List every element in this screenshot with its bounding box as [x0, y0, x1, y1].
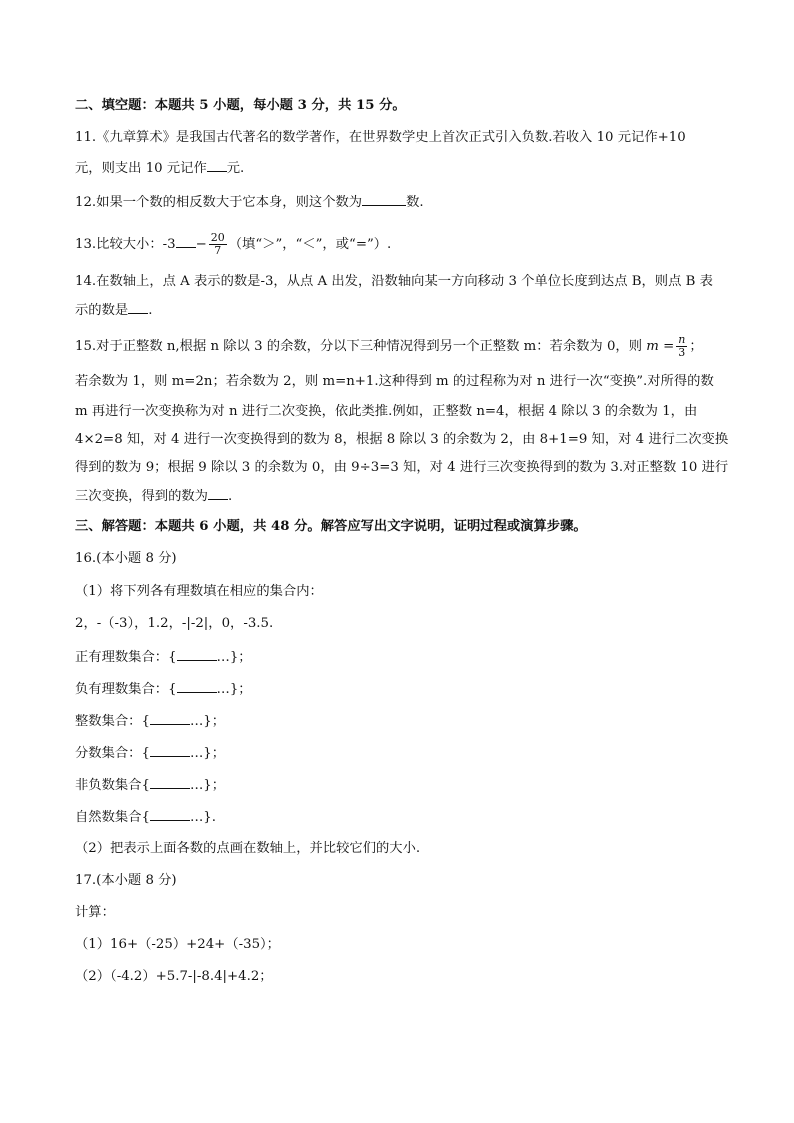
set-tail: …}； [216, 682, 252, 697]
q15-line5: 得到的数为 9；根据 9 除以 3 的余数为 0，由 9÷3=3 知，对 4 进行三次变换得到的数为 3.对正整数 10 进行 [75, 460, 729, 475]
q12-line [75, 192, 424, 212]
q17-calc: 计算： [75, 905, 115, 920]
section2-title: 二、填空题：本题共 5 小题，每小题 3 分，共 15 分。 [75, 98, 406, 113]
q17-head: 17.(本小题 8 分) [75, 873, 177, 888]
set-label: 自然数集合{ [75, 810, 150, 825]
q16-part1: （1）将下列各有理数填在相应的集合内： [75, 584, 323, 599]
set-tail: …}. [189, 810, 216, 825]
q15-line2: 若余数为 1，则 m=2n；若余数为 2，则 m=n+1.这种得到 m 的过程称为对 n 进行一次“变换”.对所得的数 [75, 374, 714, 389]
q15-fraction [676, 334, 687, 359]
q17-expr2: （2）（-4.2）+5.7-|-8.4|+4.2； [75, 969, 273, 984]
set-tail: …}； [216, 650, 252, 665]
q14-line2 [75, 300, 152, 320]
q14-line1: 14.在数轴上，点 A 表示的数是-3，从点 A 出发，沿数轴向某一方向移动 3 个单位长度到达点 B，则点 B 表 [75, 274, 713, 289]
set-answer-blank [150, 711, 190, 725]
q14-text-b: . [148, 303, 153, 318]
set-non-negative [75, 775, 225, 795]
q13-line [75, 230, 391, 260]
q15-text-1a: 15.对于正整数 n,根据 n 除以 3 的余数，分以下三种情况得到另一个正整数 m：若余数为 0，则 [75, 339, 643, 354]
q11-text-b: 元. [226, 161, 245, 176]
set-positive-rational [75, 647, 252, 667]
q13-text-a: 13.比较大小：-3 [75, 237, 176, 252]
q15-line4: 4×2=8 知，对 4 进行一次变换得到的数为 8，根据 8 除以 3 的余数为 2，由 8+1=9 知，对 4 进行二次变换 [75, 432, 729, 447]
set-answer-blank [177, 679, 217, 693]
set-answer-blank [150, 743, 190, 757]
set-tail: …}； [189, 778, 226, 793]
q13-fraction [209, 232, 227, 257]
set-tail: …}； [189, 714, 226, 729]
q15-text-1b: ； [689, 339, 703, 354]
set-fractions [75, 743, 225, 763]
set-answer-blank [150, 807, 190, 821]
q15-fraction-num: n [678, 333, 686, 346]
set-answer-blank [177, 647, 217, 661]
set-integers [75, 711, 225, 731]
set-natural [75, 807, 216, 827]
q15-text-6b: . [227, 489, 233, 504]
q14-answer-blank [128, 300, 148, 314]
set-negative-rational [75, 679, 252, 699]
q14-text-a: 示的数是 [75, 303, 129, 318]
q16-part2: （2）把表示上面各数的点画在数轴上，并比较它们的大小. [75, 841, 421, 856]
set-label: 负有理数集合：{ [75, 682, 177, 697]
q13-fraction-den: 7 [209, 244, 227, 257]
set-label: 整数集合：{ [75, 714, 150, 729]
q15-line1 [75, 332, 703, 362]
q13-text-b: （填“＞”，“＜”，或“=”）. [228, 237, 392, 252]
set-label: 非负数集合{ [75, 778, 150, 793]
set-tail: …}； [189, 746, 226, 761]
q12-answer-blank [362, 192, 406, 206]
q15-line3: m 再进行一次变换称为对 n 进行二次变换，依此类推.例如，正整数 n=4，根据 4 除以 3 的余数为 1，由 [75, 404, 698, 419]
q15-answer-blank [208, 486, 228, 500]
q11-line1: 11.《九章算术》是我国古代著名的数学著作，在世界数学史上首次正式引入负数.若收入 10 元记作+10 [75, 130, 686, 145]
set-answer-blank [150, 775, 190, 789]
q13-answer-blank [176, 234, 196, 248]
q15-line6 [75, 486, 232, 506]
set-label: 正有理数集合：{ [75, 650, 177, 665]
set-label: 分数集合：{ [75, 746, 150, 761]
q12-text-a: 12.如果一个数的相反数大于它本身，则这个数为 [75, 195, 363, 210]
q11-answer-blank [207, 158, 227, 172]
q17-expr1: （1）16+（-25）+24+（-35）； [75, 937, 280, 952]
q16-head: 16.(本小题 8 分) [75, 551, 177, 566]
q11-line2 [75, 158, 244, 178]
section3-title: 三、解答题：本题共 6 小题，共 48 分。解答应写出文字说明，证明过程或演算步骤。 [75, 519, 587, 534]
q16-numbers: 2，-（-3），1.2，-|-2|，0，-3.5. [75, 616, 274, 631]
q13-fraction-num: 20 [210, 231, 225, 244]
q15-fraction-den: 3 [676, 346, 687, 359]
q12-text-b: 数. [406, 195, 424, 210]
q11-text-a: 元，则支出 10 元记作 [75, 161, 207, 176]
q15-text-6a: 三次变换，得到的数为 [75, 489, 208, 504]
q13-minus: − [195, 237, 207, 252]
q15-m-eq: m = [646, 339, 675, 354]
